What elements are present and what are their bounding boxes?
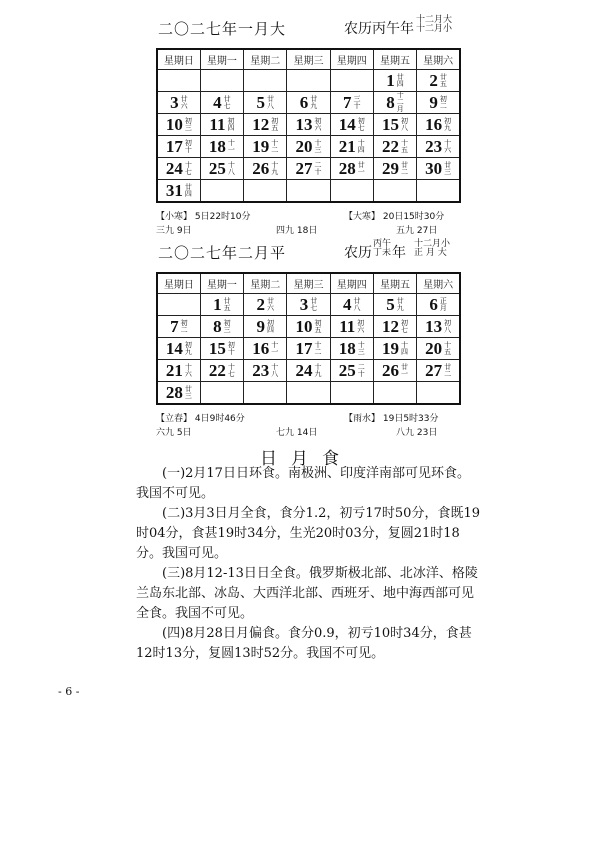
lunar-day: 十 三 <box>314 138 322 154</box>
day-cell <box>287 136 330 158</box>
day-cell <box>200 136 243 158</box>
day-cell <box>373 360 416 382</box>
nine-day: 八九 23日 <box>396 428 438 438</box>
day-number: 29 <box>382 158 400 178</box>
lunar-months: 十二月小 正 月 大 <box>414 239 451 258</box>
nine-day: 四九 18日 <box>276 226 318 236</box>
day-cell <box>330 360 373 382</box>
lunar-day: 十 二 <box>314 340 322 356</box>
lunar-day: 十 八 <box>227 160 235 176</box>
month-grid <box>156 272 461 405</box>
day-cell <box>417 136 460 158</box>
weekday-header: 星期三 <box>287 49 330 70</box>
lunar-day: 初 二 <box>180 318 188 334</box>
lunar-day: 初 四 <box>227 116 235 132</box>
weekday-header: 星期六 <box>417 49 460 70</box>
lunar-day: 廿 七 <box>223 94 231 110</box>
lunar-day: 初 九 <box>444 116 452 132</box>
day-number: 16 <box>252 338 270 358</box>
solar-term: 【立春】 4日9时46分 <box>156 414 245 424</box>
day-number: 27 <box>425 360 443 380</box>
day-number: 21 <box>338 136 356 156</box>
day-cell <box>244 338 287 360</box>
day-number: 19 <box>252 136 270 156</box>
day-cell <box>244 360 287 382</box>
day-cell <box>330 114 373 136</box>
day-cell <box>417 158 460 180</box>
day-cell <box>244 294 287 316</box>
day-number: 26 <box>382 360 400 380</box>
day-cell <box>244 114 287 136</box>
day-number: 13 <box>295 114 313 134</box>
day-cell <box>417 294 460 316</box>
lunar-day: 十 八 <box>271 362 279 378</box>
day-number: 8 <box>213 316 222 336</box>
weekday-header: 星期四 <box>330 273 373 294</box>
day-number: 20 <box>295 136 313 156</box>
day-number: 17 <box>295 338 313 358</box>
day-cell <box>373 136 416 158</box>
month-title: 二〇二七年一月大 <box>158 20 287 38</box>
day-cell <box>287 294 330 316</box>
day-number: 22 <box>208 360 226 380</box>
solar-term: 【雨水】 19日5时33分 <box>344 414 439 424</box>
lunar-day: 廿 六 <box>180 94 188 110</box>
lunar-day: 初 八 <box>401 116 409 132</box>
nine-day: 七九 14日 <box>276 428 318 438</box>
lunar-day: 廿 五 <box>223 296 231 312</box>
empty-cell <box>330 70 373 92</box>
lunar-day: 廿 九 <box>310 94 318 110</box>
eclipse-paragraph: (二)3月3日月全食，食分1.2，初亏17时50分，食既19时04分，食甚19时34分，生光20时03分，复圆21时18分。我国可见。 <box>136 506 480 561</box>
calendar-january <box>156 15 461 239</box>
calendar-february: 二〇二七年二月平 农历 丙午 丁未 年 十二月小 正 月 大 星期日 星期一 星期二 星期三 星期四 星期五 星期六 1 廿 五 2 廿 六 3 廿 七 4 廿 八 5 廿 九 6 正 月 7 初 二 8 初 三 9 初 四 10 初 五 11 初 六 12 初 七 13 初 八 14 初 九 15 初 十 16 十 一 17 十 二 18 十 三 19 十 四 20 十 五 21 十 六 22 十 七 23 十 八 24 十 九 25 二 十 26 廿 一 27 廿 二 28 廿 三 【立春】 4日9时46分 【雨水】 19日5时33分 六九 5日 七九 14日 八九 23日 <box>156 242 461 441</box>
nine-day: 五九 27日 <box>396 226 438 236</box>
lunar-day: 十 九 <box>314 362 322 378</box>
empty-cell <box>373 382 416 405</box>
lunar-day: 初 四 <box>266 318 274 334</box>
day-cell <box>287 158 330 180</box>
day-number: 5 <box>386 294 395 314</box>
day-cell <box>330 316 373 338</box>
lunar-day: 廿 六 <box>266 296 274 312</box>
empty-cell <box>330 382 373 405</box>
day-number: 14 <box>165 338 183 358</box>
day-cell <box>330 92 373 114</box>
day-number: 11 <box>209 114 226 134</box>
lunar-day: 初 十 <box>184 138 192 154</box>
day-cell <box>244 316 287 338</box>
lunar-day: 初 三 <box>223 318 231 334</box>
lunar-day: 廿 一 <box>401 362 409 378</box>
day-number: 1 <box>386 70 395 90</box>
day-cell <box>417 360 460 382</box>
day-number: 9 <box>256 316 265 336</box>
day-number: 13 <box>425 316 443 336</box>
lunar-day: 三 十 <box>353 94 361 110</box>
day-number: 26 <box>252 158 270 178</box>
day-cell <box>373 316 416 338</box>
day-number: 12 <box>382 316 400 336</box>
day-cell <box>373 92 416 114</box>
day-number: 25 <box>338 360 356 380</box>
weekday-header: 星期三 <box>287 273 330 294</box>
day-cell <box>200 92 243 114</box>
solar-term: 【大寒】 20日15时30分 <box>344 212 445 222</box>
lunar-day: 初 三 <box>184 116 192 132</box>
day-cell <box>200 360 243 382</box>
lunar-day: 廿 八 <box>266 94 274 110</box>
lunar-day: 初 六 <box>357 318 365 334</box>
lunar-day: 十 五 <box>444 340 452 356</box>
day-number: 7 <box>343 92 352 112</box>
lunar-day: 廿 四 <box>396 72 404 88</box>
day-cell <box>200 338 243 360</box>
day-cell <box>200 114 243 136</box>
lunar-day: 十 六 <box>444 138 452 154</box>
solar-term: 【小寒】 5日22时10分 <box>156 212 251 222</box>
page-number: - 6 - <box>58 685 80 698</box>
day-number: 3 <box>299 294 309 314</box>
weekday-header: 星期五 <box>373 273 416 294</box>
lunar-day: 十 三 <box>357 340 365 356</box>
lunar-day: 初 十 <box>227 340 235 356</box>
lunar-day: 廿 四 <box>184 182 192 198</box>
lunar-day: 初 八 <box>444 318 452 334</box>
eclipse-paragraph: (四)8月28日月偏食。食分0.9，初亏10时34分，食甚12时13分，复圆13时52分。我国不可见。 <box>136 626 472 661</box>
lunar-day: 廿 二 <box>444 362 452 378</box>
empty-cell <box>417 180 460 203</box>
day-number: 18 <box>208 136 226 156</box>
day-cell <box>417 92 460 114</box>
day-number: 21 <box>165 360 183 380</box>
lunar-year-label: 农历 <box>344 245 372 261</box>
lunar-day: 廿 八 <box>353 296 361 312</box>
day-cell <box>287 360 330 382</box>
day-cell <box>373 158 416 180</box>
weekday-header: 星期二 <box>244 273 287 294</box>
day-cell <box>330 294 373 316</box>
lunar-day: 十 五 <box>401 138 409 154</box>
day-number: 2 <box>429 70 438 90</box>
lunar-day: 初 六 <box>314 116 322 132</box>
day-cell <box>244 158 287 180</box>
day-number: 4 <box>343 294 352 314</box>
day-number: 24 <box>295 360 313 380</box>
day-cell <box>157 158 200 180</box>
day-cell <box>373 70 416 92</box>
day-number: 19 <box>382 338 400 358</box>
day-cell <box>287 338 330 360</box>
weekday-header: 星期五 <box>373 49 416 70</box>
day-number: 15 <box>208 338 226 358</box>
lunar-day: 十 一 <box>271 340 279 356</box>
eclipse-paragraph: (三)8月12-13日日全食。俄罗斯极北部、北冰洋、格陵兰岛东北部、冰岛、大西洋北部、西班牙、地中海西部可见全食。我国不可见。 <box>136 566 478 621</box>
day-number: 18 <box>338 338 356 358</box>
empty-cell <box>200 180 243 203</box>
day-number: 17 <box>165 136 183 156</box>
day-number: 10 <box>165 114 183 134</box>
lunar-day: 初 九 <box>184 340 192 356</box>
lunar-day: 二 十 <box>314 160 322 176</box>
day-cell <box>417 338 460 360</box>
weekday-header: 星期四 <box>330 49 373 70</box>
weekday-header: 星期六 <box>417 273 460 294</box>
empty-cell <box>287 180 330 203</box>
day-cell <box>330 338 373 360</box>
day-number: 6 <box>299 92 309 112</box>
empty-cell <box>157 294 200 316</box>
weekday-header: 星期日 <box>157 49 200 70</box>
day-number: 6 <box>429 294 438 314</box>
lunar-day: 廿 三 <box>184 384 192 400</box>
day-number: 3 <box>170 92 179 112</box>
nine-day: 三九 9日 <box>156 226 192 236</box>
empty-cell <box>373 180 416 203</box>
eclipse-paragraph: (一)2月17日日环食。南极洲、印度洋南部可见环食。我国不可见。 <box>136 466 470 501</box>
weekday-header: 星期一 <box>200 273 243 294</box>
empty-cell <box>287 382 330 405</box>
empty-cell <box>244 382 287 405</box>
day-number: 22 <box>382 136 400 156</box>
day-number: 20 <box>425 338 443 358</box>
day-number: 25 <box>208 158 226 178</box>
day-number: 1 <box>213 294 222 314</box>
weekday-header: 星期日 <box>157 273 200 294</box>
day-number: 24 <box>165 158 183 178</box>
day-number: 27 <box>295 158 313 178</box>
lunar-day: 十 二 <box>271 138 279 154</box>
lunar-day: 廿 二 <box>401 160 409 176</box>
day-cell <box>417 316 460 338</box>
day-number: 4 <box>213 92 222 112</box>
day-number: 2 <box>256 294 265 314</box>
day-number: 14 <box>338 114 356 134</box>
day-cell <box>157 92 200 114</box>
day-cell <box>157 180 200 203</box>
day-number: 5 <box>256 92 265 112</box>
lunar-day: 十 六 <box>184 362 192 378</box>
day-cell <box>200 158 243 180</box>
lunar-day: 十 九 <box>271 160 279 176</box>
lunar-day: 廿 一 <box>357 160 365 176</box>
solar-terms <box>156 203 461 239</box>
day-cell <box>287 92 330 114</box>
day-number: 23 <box>252 360 270 380</box>
day-number: 9 <box>429 92 438 112</box>
lunar-day: 十 二 月 <box>396 91 404 113</box>
empty-cell <box>244 70 287 92</box>
empty-cell <box>200 382 243 405</box>
day-cell <box>157 338 200 360</box>
day-cell <box>373 338 416 360</box>
day-number: 28 <box>165 382 183 402</box>
day-cell <box>287 114 330 136</box>
day-cell <box>330 158 373 180</box>
day-number: 7 <box>170 316 179 336</box>
lunar-day: 廿 三 <box>444 160 452 176</box>
day-cell <box>417 114 460 136</box>
lunar-day: 初 五 <box>314 318 322 334</box>
weekday-header: 星期一 <box>200 49 243 70</box>
day-number: 30 <box>425 158 443 178</box>
day-number: 31 <box>165 180 183 200</box>
day-number: 8 <box>386 92 395 112</box>
lunar-day: 十 四 <box>357 138 365 154</box>
day-number: 11 <box>339 316 356 336</box>
lunar-day: 十 七 <box>227 362 235 378</box>
day-cell <box>157 382 200 405</box>
eclipse-heading: 日月食 <box>260 449 353 469</box>
lunar-day: 初 五 <box>271 116 279 132</box>
day-cell <box>287 316 330 338</box>
day-cell <box>330 136 373 158</box>
lunar-years: 丙午 丁未 <box>373 239 392 258</box>
day-cell <box>244 92 287 114</box>
lunar-day: 十 一 <box>227 138 235 154</box>
lunar-day: 廿 五 <box>439 72 447 88</box>
empty-cell <box>287 70 330 92</box>
day-cell <box>200 294 243 316</box>
day-cell <box>157 136 200 158</box>
nine-day: 六九 5日 <box>156 428 192 438</box>
day-cell <box>200 316 243 338</box>
empty-cell <box>157 70 200 92</box>
empty-cell <box>330 180 373 203</box>
lunar-year-label: 农历丙午年 <box>344 21 414 37</box>
lunar-day: 廿 九 <box>396 296 404 312</box>
lunar-day: 十 七 <box>184 160 192 176</box>
day-cell <box>157 360 200 382</box>
empty-cell <box>417 382 460 405</box>
weekday-header: 星期二 <box>244 49 287 70</box>
day-number: 28 <box>338 158 356 178</box>
day-cell <box>373 294 416 316</box>
month-title: 二〇二七年二月平 <box>158 244 287 262</box>
day-number: 23 <box>425 136 443 156</box>
day-cell <box>157 114 200 136</box>
lunar-day: 十 四 <box>401 340 409 356</box>
empty-cell <box>200 70 243 92</box>
lunar-months: 十二月大 十二月小 <box>416 15 453 34</box>
day-number: 16 <box>425 114 443 134</box>
lunar-day: 初 七 <box>401 318 409 334</box>
day-cell <box>417 70 460 92</box>
month-grid <box>156 48 461 203</box>
solar-terms <box>156 405 461 441</box>
lunar-day: 初 二 <box>439 94 447 110</box>
day-number: 10 <box>295 316 313 336</box>
lunar-day: 廿 七 <box>310 296 318 312</box>
day-cell <box>157 316 200 338</box>
lunar-day: 初 七 <box>357 116 365 132</box>
eclipse-text <box>136 464 480 664</box>
lunar-day: 正 月 <box>439 296 447 312</box>
day-cell <box>373 114 416 136</box>
empty-cell <box>244 180 287 203</box>
day-number: 15 <box>382 114 400 134</box>
day-number: 12 <box>252 114 270 134</box>
day-cell <box>244 136 287 158</box>
lunar-day: 二 十 <box>357 362 365 378</box>
